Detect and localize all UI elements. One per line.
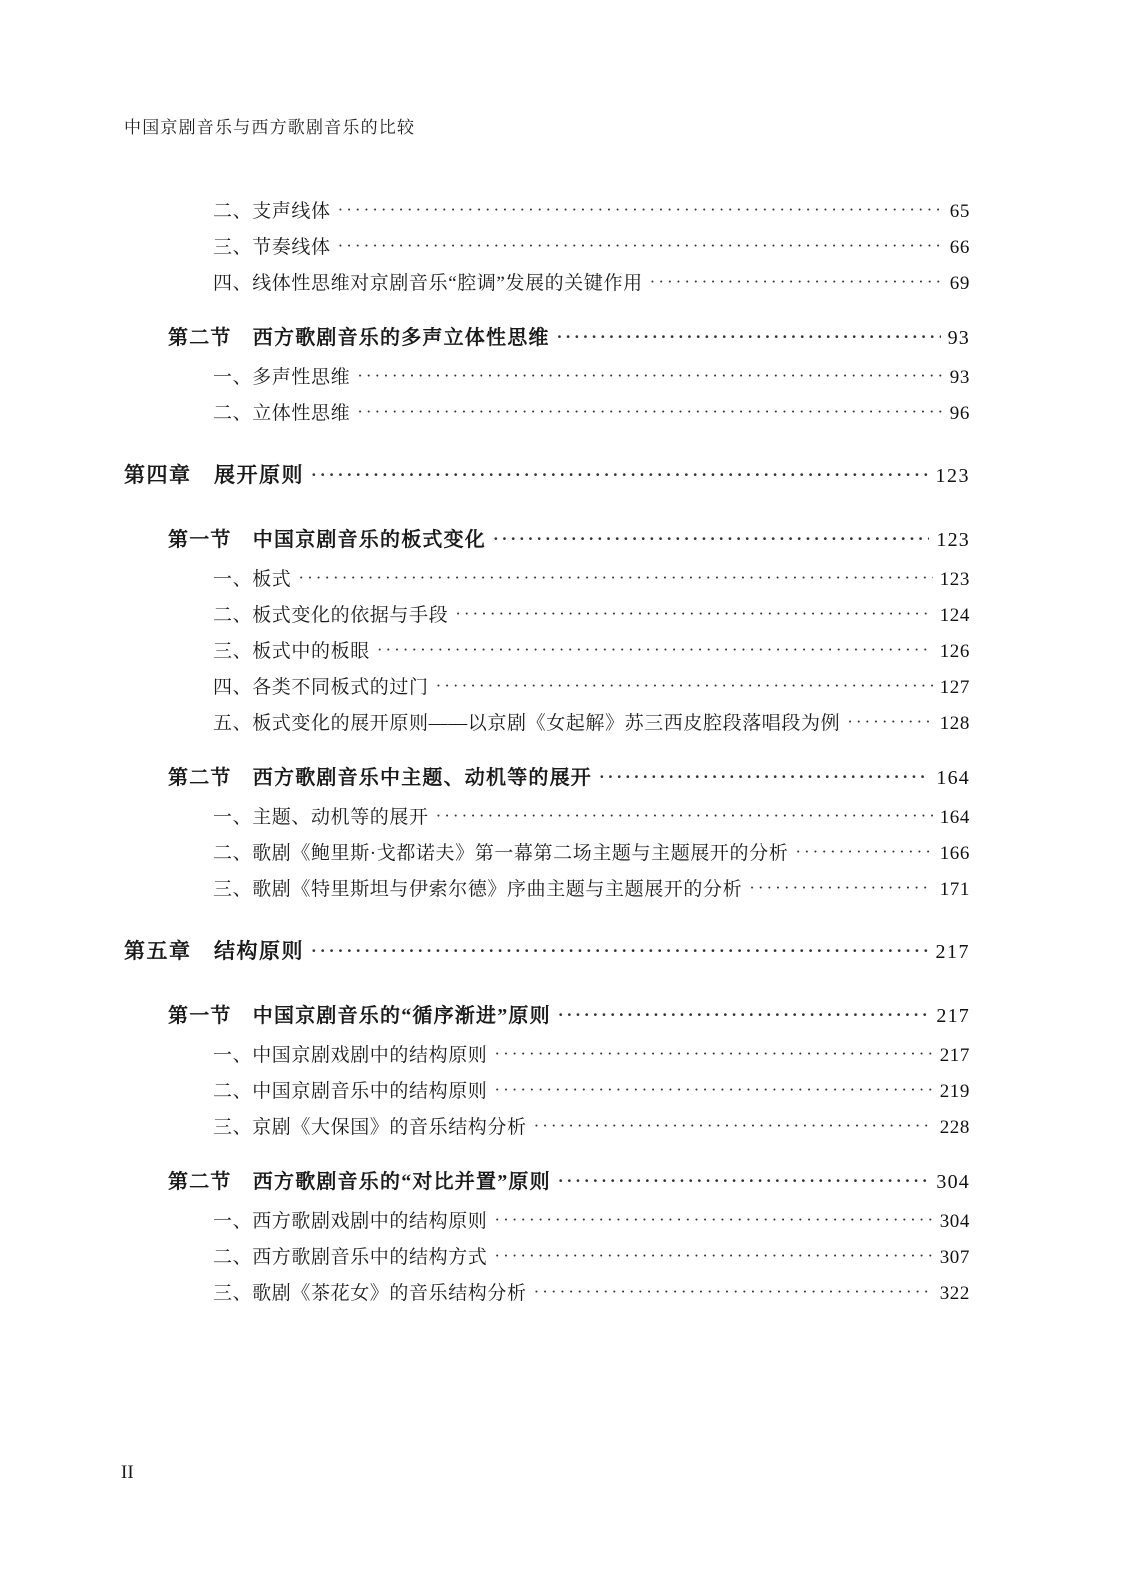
dot-leader	[298, 569, 932, 586]
dot-leader	[847, 713, 932, 730]
toc-entry-label: 一、板式	[213, 569, 292, 590]
toc-entry-item[interactable]	[0, 362, 1128, 389]
page-folio: II	[121, 1462, 134, 1483]
toc-entry-item[interactable]	[0, 708, 1128, 735]
toc-entry-page-number: 164	[936, 767, 970, 789]
toc-entry-page-number: 69	[949, 273, 970, 294]
toc-entry-item[interactable]	[0, 600, 1128, 627]
dot-leader	[558, 1006, 930, 1023]
toc-entry-page-number: 164	[939, 807, 970, 828]
dot-leader	[338, 201, 943, 218]
toc-entry-section[interactable]	[0, 1165, 1128, 1194]
toc-entry-section[interactable]	[0, 999, 1128, 1028]
toc-entry-item[interactable]	[0, 838, 1128, 865]
toc-entry-page-number: 217	[936, 1005, 970, 1027]
toc-entry-page-number: 127	[939, 677, 970, 698]
toc-entry-page-number: 171	[939, 879, 970, 900]
toc-entry-page-number: 96	[949, 403, 970, 424]
toc-entry-page-number: 93	[947, 327, 970, 349]
dot-leader	[436, 807, 933, 824]
dot-leader	[494, 1045, 932, 1062]
toc-entry-item[interactable]	[0, 636, 1128, 663]
toc-entry-item[interactable]	[0, 1076, 1128, 1103]
toc-entry-item[interactable]	[0, 196, 1128, 223]
dot-leader	[534, 1283, 933, 1300]
toc-entry-item[interactable]	[0, 1040, 1128, 1067]
dot-leader	[311, 942, 929, 959]
toc-entry-label: 二、板式变化的依据与手段	[213, 605, 449, 626]
toc-entry-page-number: 66	[949, 237, 970, 258]
toc-entry-section[interactable]	[0, 523, 1128, 552]
dot-leader	[357, 367, 943, 384]
toc-entry-page-number: 322	[939, 1283, 970, 1304]
toc-entry-chapter[interactable]	[0, 459, 1128, 489]
toc-entry-label: 三、京剧《大保国》的音乐结构分析	[213, 1117, 527, 1138]
toc-entry-label: 五、板式变化的展开原则——以京剧《女起解》苏三西皮腔段落唱段为例	[213, 713, 841, 734]
toc-entry-label: 一、多声性思维	[213, 367, 351, 388]
dot-leader	[557, 328, 941, 345]
toc-entry-page-number: 217	[939, 1045, 970, 1066]
dot-leader	[749, 879, 932, 896]
toc-entry-label: 二、支声线体	[213, 201, 331, 222]
toc-entry-item[interactable]	[0, 802, 1128, 829]
dot-leader	[338, 237, 943, 254]
toc-entry-page-number: 219	[939, 1081, 970, 1102]
toc-entry-label: 三、歌剧《特里斯坦与伊索尔德》序曲主题与主题展开的分析	[213, 879, 743, 900]
toc-entry-label: 二、西方歌剧音乐中的结构方式	[213, 1247, 488, 1268]
toc-entry-section[interactable]	[0, 761, 1128, 790]
toc-entry-label: 第二节 西方歌剧音乐中主题、动机等的展开	[168, 767, 592, 789]
dot-leader	[795, 843, 932, 860]
toc-entry-label: 二、歌剧《鲍里斯·戈都诺夫》第一幕第二场主题与主题展开的分析	[213, 843, 789, 864]
dot-leader	[377, 641, 933, 658]
toc-entry-chapter[interactable]	[0, 935, 1128, 965]
toc-entry-page-number: 128	[939, 713, 970, 734]
dot-leader	[494, 1211, 932, 1228]
toc-entry-label: 三、板式中的板眼	[213, 641, 370, 662]
toc-entry-label: 第四章 展开原则	[124, 463, 304, 487]
toc-entry-item[interactable]	[0, 874, 1128, 901]
dot-leader	[357, 403, 943, 420]
toc-entry-item[interactable]	[0, 232, 1128, 259]
toc-entry-item[interactable]	[0, 672, 1128, 699]
dot-leader	[436, 677, 933, 694]
toc-entry-label: 一、主题、动机等的展开	[213, 807, 429, 828]
dot-leader	[558, 1172, 930, 1189]
toc-entry-page-number: 228	[939, 1117, 970, 1138]
toc-entry-section[interactable]	[0, 321, 1128, 350]
toc-entry-page-number: 307	[939, 1247, 970, 1268]
toc-entry-label: 第二节 西方歌剧音乐的多声立体性思维	[168, 327, 550, 349]
toc-entry-page-number: 123	[935, 465, 970, 487]
toc-entry-page-number: 304	[936, 1171, 970, 1193]
toc-entry-item[interactable]	[0, 1206, 1128, 1233]
toc-entry-label: 三、节奏线体	[213, 237, 331, 258]
toc-entry-item[interactable]	[0, 564, 1128, 591]
toc-entry-page-number: 123	[936, 529, 970, 551]
toc-entry-item[interactable]	[0, 1278, 1128, 1305]
toc-entry-item[interactable]	[0, 1242, 1128, 1269]
toc-entry-page-number: 65	[949, 201, 970, 222]
table-of-contents	[0, 196, 1128, 1314]
toc-entry-label: 第一节 中国京剧音乐的板式变化	[168, 529, 486, 551]
dot-leader	[311, 466, 929, 483]
toc-entry-page-number: 304	[939, 1211, 970, 1232]
toc-entry-page-number: 217	[935, 941, 970, 963]
toc-entry-page-number: 123	[939, 569, 970, 590]
dot-leader	[599, 768, 929, 785]
dot-leader	[534, 1117, 933, 1134]
toc-entry-item[interactable]	[0, 268, 1128, 295]
dot-leader	[493, 530, 929, 547]
dot-leader	[455, 605, 932, 622]
toc-entry-label: 四、各类不同板式的过门	[213, 677, 429, 698]
dot-leader	[494, 1081, 932, 1098]
toc-entry-label: 四、线体性思维对京剧音乐“腔调”发展的关键作用	[213, 273, 643, 294]
toc-entry-label: 二、立体性思维	[213, 403, 351, 424]
toc-entry-label: 一、西方歌剧戏剧中的结构原则	[213, 1211, 488, 1232]
dot-leader	[650, 273, 943, 290]
toc-entry-item[interactable]	[0, 1112, 1128, 1139]
toc-entry-page-number: 124	[939, 605, 970, 626]
toc-entry-item[interactable]	[0, 398, 1128, 425]
toc-entry-page-number: 126	[939, 641, 970, 662]
toc-entry-label: 一、中国京剧戏剧中的结构原则	[213, 1045, 488, 1066]
toc-entry-page-number: 166	[939, 843, 970, 864]
toc-entry-page-number: 93	[949, 367, 970, 388]
toc-entry-label: 三、歌剧《茶花女》的音乐结构分析	[213, 1283, 527, 1304]
toc-entry-label: 二、中国京剧音乐中的结构原则	[213, 1081, 488, 1102]
toc-entry-label: 第五章 结构原则	[124, 939, 304, 963]
dot-leader	[494, 1247, 932, 1264]
running-header: 中国京剧音乐与西方歌剧音乐的比较	[124, 118, 416, 137]
toc-entry-label: 第一节 中国京剧音乐的“循序渐进”原则	[168, 1005, 551, 1027]
toc-entry-label: 第二节 西方歌剧音乐的“对比并置”原则	[168, 1171, 551, 1193]
